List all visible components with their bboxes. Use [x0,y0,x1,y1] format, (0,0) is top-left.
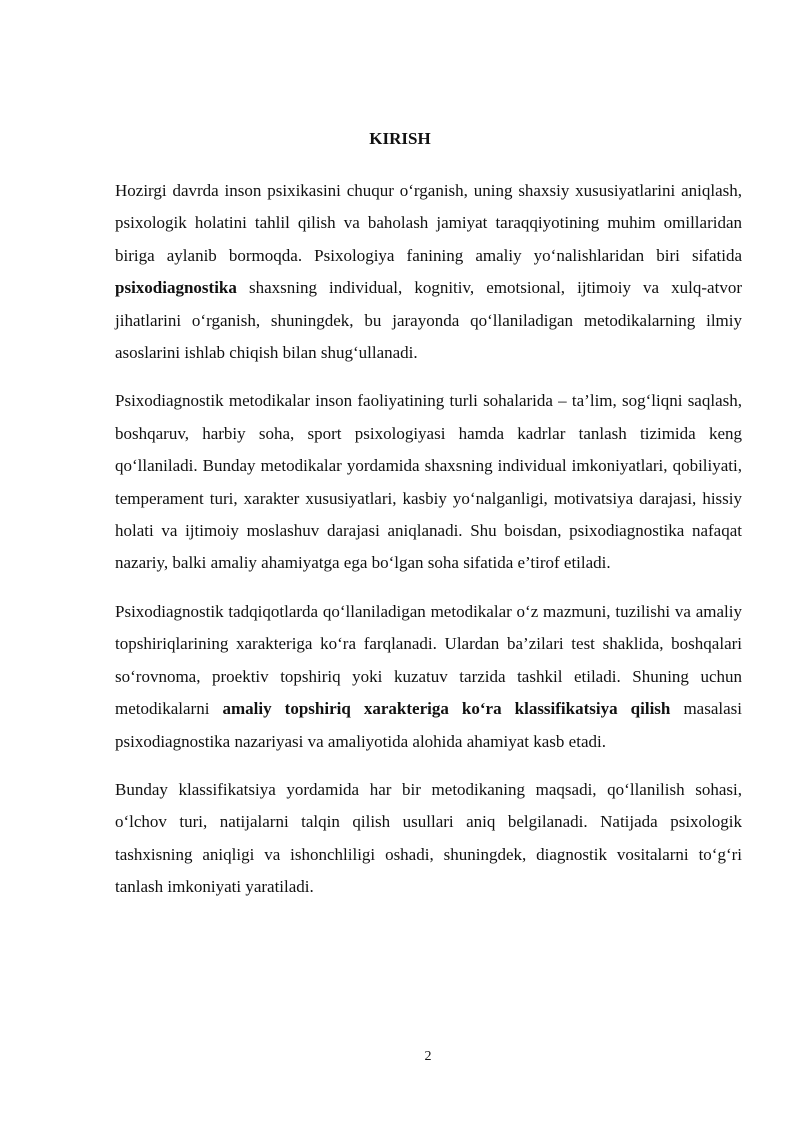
page-number: 2 [424,1049,432,1064]
paragraph-text: Hozirgi davrda inson psixikasini chuqur o‘rganish, uning shaxsiy xususiyatlarini aniqlash, psixologik holatini tahlil qilish va baholash jamiyat taraqqiyotining muhim omillaridan biriga aylanib bormoqda. Psixologiya fanining amaliy yo‘nalishlaridan biri sifatida [115,181,742,265]
paragraph-1 [115,175,742,369]
paragraph-3 [115,596,742,758]
paragraph-text: Psixodiagnostik metodikalar inson faoliyatining turli sohalarida – ta’lim, sog‘liqni saqlash, boshqaruv, harbiy soha, sport psixologiyasi hamda kadrlar tanlash tizimida keng qo‘llaniladi. Bunday metodikalar yordamida shaxsning individual imkoniyatlari, qobiliyati, temperament turi, xarakter xususiyatlari, kasbiy yo‘nalganligi, motivatsiya darajasi, hissiy holati va ijtimoiy moslashuv darajasi aniqlanadi. Shu boisdan, psixodiagnostika nafaqat nazariy, balki amaliy ahamiyatga ega bo‘lgan soha sifatida e’tirof etiladi. [115,391,742,573]
paragraph-text: Bunday klassifikatsiya yordamida har bir metodikaning maqsadi, qo‘llanilish sohasi, o‘lchov turi, natijalarni talqin qilish usullari aniq belgilanadi. Natijada psixologik tashxisning aniqligi va ishonchliligi oshadi, shuningdek, diagnostik vositalarni to‘g‘ri tanlash imkoniyati yaratiladi. [115,779,742,897]
paragraph-4 [115,774,742,904]
page-title: KIRISH [369,129,431,148]
bold-term: psixodiagnostika [115,278,237,298]
paragraph-text: Psixodiagnostik tadqiqotlarda qo‘llaniladigan metodikalar o‘z mazmuni, tuzilishi va amaliy topshiriqlarining xarakteriga ko‘ra farqlanadi. Ulardan ba’zilari test shaklida, boshqalari so‘rovnoma, proektiv topshiriq yoki kuzatuv tarzida tashkil etiladi. Shuning uchun metodikalarni [115,601,742,719]
document-body [115,175,742,920]
bold-term: amaliy topshiriq xarakteriga ko‘ra klassifikatsiya qilish [222,699,671,719]
paragraph-2 [115,385,742,579]
paragraph-text: shaxsning individual, kognitiv, emotsional, ijtimoiy va xulq-atvor jihatlarini o‘rganish, shuningdek, bu jarayonda qo‘llaniladigan metodikalarning ilmiy asoslarini ishlab chiqish bilan shug‘ullanadi. [115,278,742,363]
paragraph-text: masalasi psixodiagnostika nazariyasi va amaliyotida alohida ahamiyat kasb etadi. [115,699,742,751]
